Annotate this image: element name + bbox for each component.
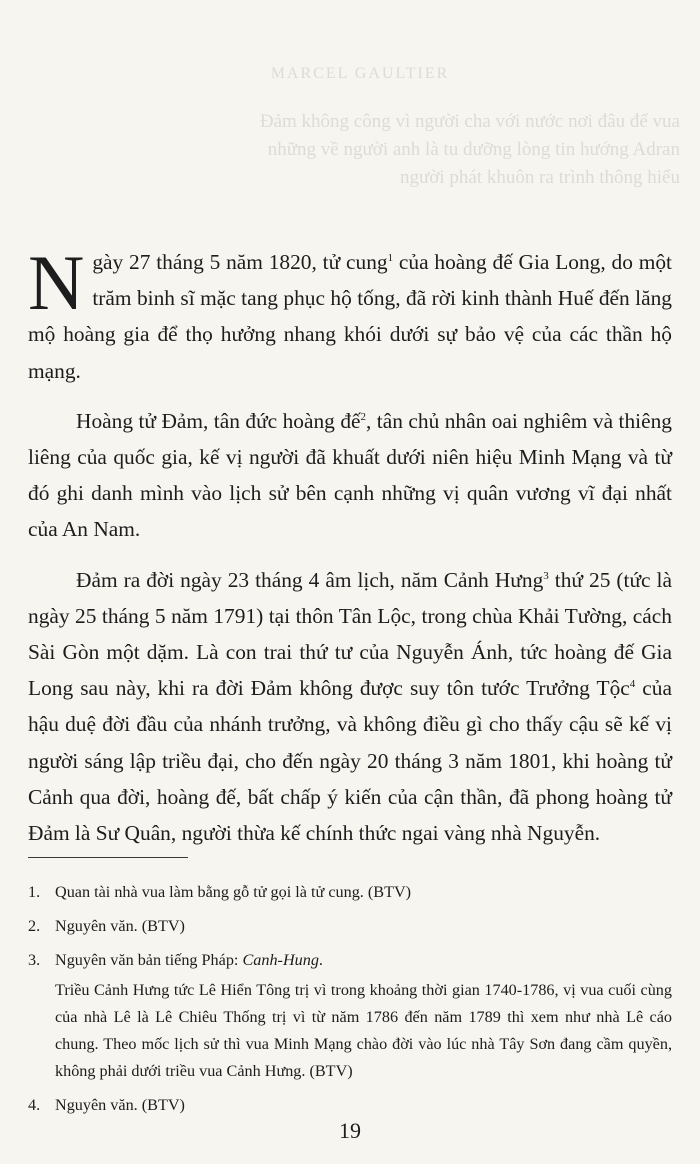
footnote-ref-2: 2 bbox=[360, 410, 367, 423]
footnote-number: 3. bbox=[28, 951, 41, 969]
p1-text-a: gày 27 tháng 5 năm 1820, tử cung bbox=[92, 250, 388, 274]
footnote-number: 4. bbox=[28, 1096, 41, 1114]
footnote-text-suffix: . bbox=[318, 951, 323, 969]
footnote-ref-3: 3 bbox=[543, 569, 549, 582]
footnote-text: Quan tài nhà vua làm bằng gỗ tử gọi là tử cung. (BTV) bbox=[55, 883, 412, 901]
footnote-number: 1. bbox=[28, 883, 41, 901]
footnote-4 bbox=[28, 1092, 672, 1119]
footnote-text bbox=[55, 947, 672, 974]
ghost-line: người phát khuôn ra trình thông hiểu bbox=[400, 167, 680, 188]
p3-text-c: của hậu duệ đời đầu của nhánh trưởng, và không điều gì cho thấy cậu sẽ kế vị người sáng lập triều đại, cho đến ngày 20 tháng 3 năm 1801, khi hoàng tử Cảnh qua đời, hoàng đế, bất chấp ý kiến của cận thần, đã phong hoàng tử Đảm là Sư Quân, người thừa kế chính thức ngai vàng nhà Nguyễn. bbox=[28, 676, 672, 846]
footnote-text: Nguyên văn. (BTV) bbox=[55, 917, 185, 935]
page-number: 19 bbox=[339, 1118, 361, 1143]
p1-text-b: của hoàng đế Gia Long, do một trăm binh sĩ mặc tang phục hộ tống, đã rời kinh thành Huế đến lăng mộ hoàng gia để thọ hưởng nhang khói dưới sự bảo vệ của các thần hộ mạng. bbox=[28, 250, 672, 383]
ghost-line: những về người anh là tu dưỡng lòng tin hướng Adran bbox=[267, 139, 680, 160]
footnote-1 bbox=[28, 879, 672, 906]
p2-text-b: , tân chủ nhân oai nghiêm và thiêng liêng của quốc gia, kế vị người đã khuất dưới niên hiệu Minh Mạng và từ đó ghi danh mình vào lịch sử bên cạnh những vị quân vương vĩ đại nhất của An Nam. bbox=[28, 408, 672, 542]
footnote-2 bbox=[28, 913, 672, 940]
footnote-text-italic: Canh-Hung bbox=[242, 951, 319, 969]
paragraph-2 bbox=[28, 403, 672, 548]
ghost-line: Đảm không công vì người cha với nước nơi đâu để vua bbox=[259, 111, 680, 132]
main-text bbox=[28, 239, 672, 851]
footnote-extra-text: Triều Cảnh Hưng tức Lê Hiển Tông trị vì trong khoảng thời gian 1740-1786, vị vua cuối cùng của nhà Lê là Lê Chiêu Thống trị vì từ năm 1786 đến năm 1789 thì xem như nhà Lê cáo chung. Theo mốc lịch sử thì vua Minh Mạng chào đời vào lúc nhà Tây Sơn đang cầm quyền, không phải dưới triều vua Cảnh Hưng. (BTV) bbox=[55, 981, 672, 1080]
footnote-ref-4: 4 bbox=[629, 678, 636, 691]
footnote-3 bbox=[28, 947, 672, 1085]
p2-text-a: Hoàng tử Đảm, tân đức hoàng đế bbox=[76, 408, 361, 433]
p3-text-a: Đảm ra đời ngày 23 tháng 4 âm lịch, năm Cảnh Hưng bbox=[76, 567, 544, 592]
paragraph-3 bbox=[28, 562, 672, 852]
p3-text-b: thứ 25 (tức là ngày 25 tháng 5 năm 1791) tại thôn Tân Lộc, trong chùa Khải Tường, cách Sài Gòn một dặm. Là con trai thứ tư của Nguyễn Ánh, tức hoàng đế Gia Long sau này, khi ra đời Đảm không được suy tôn tước Trưởng Tộc bbox=[28, 567, 672, 701]
footnote-text: Nguyên văn. (BTV) bbox=[55, 1096, 185, 1114]
footnotes bbox=[28, 872, 672, 1119]
footnote-number: 2. bbox=[28, 917, 41, 935]
footnote-text-prefix: Nguyên văn bản tiếng Pháp: bbox=[55, 951, 243, 969]
drop-cap: N bbox=[28, 239, 85, 326]
paragraph-1 bbox=[28, 239, 672, 389]
footnote-divider bbox=[28, 857, 188, 858]
ghost-running-header: MARCEL GAULTIER bbox=[270, 65, 450, 82]
bleed-through-text bbox=[40, 60, 680, 192]
footnote-ref-1: 1 bbox=[387, 251, 394, 264]
